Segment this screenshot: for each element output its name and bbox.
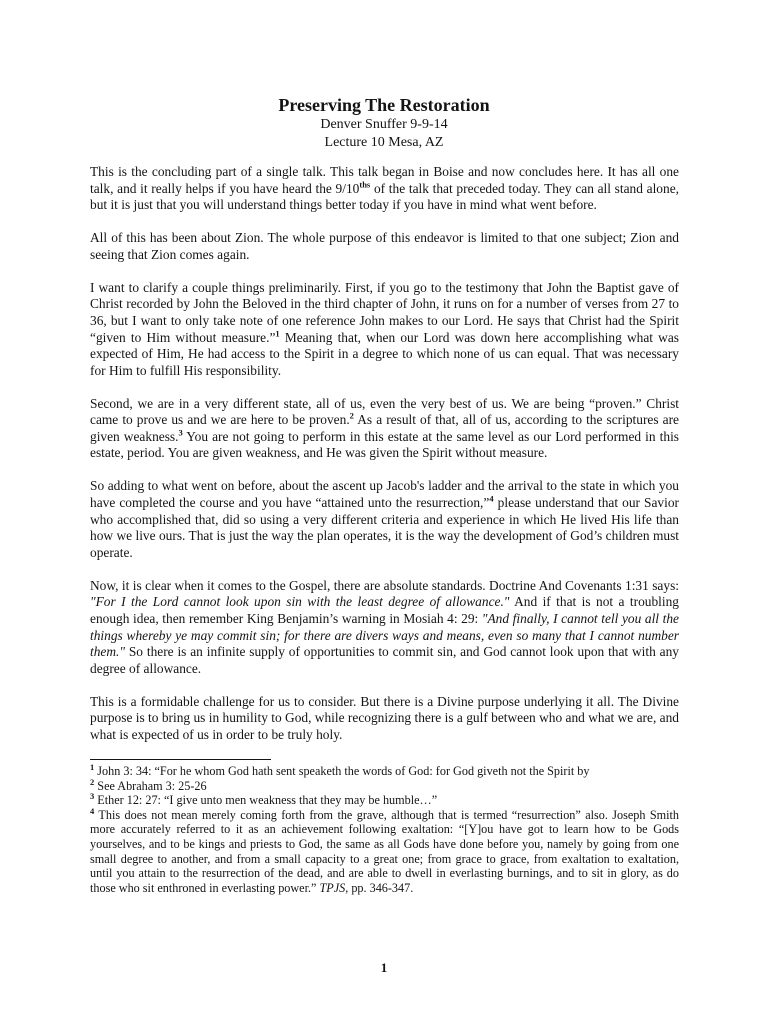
scripture-quote: "And finally, I cannot tell you all the things whereby ye may commit sin; for there are divers ways and means, even so many that I cannot number them." bbox=[90, 611, 679, 660]
author-date-line: Denver Snuffer 9-9-14 bbox=[320, 117, 448, 132]
document-header bbox=[0, 94, 768, 152]
paragraph-text: Now, it is clear when it comes to the Gospel, there are absolute standards. Doctrine And Covenants 1:31 says: bbox=[90, 577, 679, 593]
footnote-ref-1[interactable]: 1 bbox=[275, 328, 280, 339]
footnote-2 bbox=[90, 776, 679, 794]
paragraph-7 bbox=[90, 694, 679, 744]
footnote-ref-4[interactable]: 4 bbox=[489, 493, 494, 504]
paragraph-text: of the talk that preceded today. They can all stand alone, but it is just that you will understand things better today if you have in mind what went before. bbox=[90, 180, 679, 213]
citation-italic: TPJS bbox=[319, 880, 346, 895]
paragraph-text: So adding to what went on before, about the ascent up Jacob's ladder and the arrival to the state in which you have completed the course and you have “attained unto the resurrection,” bbox=[90, 478, 679, 511]
footnote-number: 1 bbox=[90, 764, 95, 772]
paragraph-text: This is the concluding part of a single talk. This talk began in Boise and now concludes here. It has all one talk, and it really helps if you have heard the 9/10 bbox=[90, 164, 679, 196]
scripture-quote: "For I the Lord cannot look upon sin with the least degree of allowance." bbox=[90, 594, 510, 610]
paragraph-text: As a result of that, all of us, according to the scriptures are given weakness. bbox=[90, 412, 679, 444]
paragraph-text: This is a formidable challenge for us to consider. But there is a Divine purpose underlying it all. The Divine purpose is to bring us in humility to God, while recognizing there is a gulf between who and what we are, and what is expected of us in order to be truly holy. bbox=[90, 693, 679, 742]
footnotes bbox=[90, 764, 679, 895]
footnote-ref-3[interactable]: 3 bbox=[178, 427, 183, 438]
page-number: 1 bbox=[380, 960, 388, 975]
lecture-location-line: Lecture 10 Mesa, AZ bbox=[324, 135, 444, 150]
footnote-3 bbox=[90, 793, 679, 808]
paragraph-text: So there is an infinite supply of opportunities to commit sin, and God cannot look upon that with any degree of allowance. bbox=[90, 644, 679, 676]
document-title: Preserving The Restoration bbox=[278, 95, 490, 115]
paragraph-6 bbox=[90, 578, 679, 678]
paragraph-2 bbox=[90, 230, 679, 263]
paragraph-3 bbox=[90, 280, 679, 380]
footnote-1 bbox=[90, 764, 679, 779]
document-body bbox=[90, 164, 679, 760]
footnote-text: See Abraham 3: 25-26 bbox=[94, 778, 207, 793]
paragraph-4 bbox=[90, 396, 679, 462]
paragraph-text: Second, we are in a very different state, all of us, even the very best of us. We are being “proven.” Christ came to prove us and we are here to be proven. bbox=[90, 395, 679, 428]
footnote-ref-2[interactable]: 2 bbox=[349, 410, 354, 421]
footnote-number: 3 bbox=[90, 791, 95, 802]
footnote-text: This does not mean merely coming forth from the grave, although that is termed “resurrection” also. Joseph Smith more accurately referred to it as an achievement following exaltation: “[Y]ou have got to learn how to be Gods yourselves, and to be kings and priests to God, the same as all Gods have done before you, namely by going from one small degree to another, and from a small capacity to a great one; from grace to grace, from exaltation to exaltation, until you attain to the resurrection of the dead, and are able to dwell in everlasting burnings, and to sit in glory, as do those who sit enthroned in everlasting power.” bbox=[90, 807, 679, 895]
paragraph-1 bbox=[90, 164, 679, 214]
paragraph-text: You are not going to perform in this estate at the same level as our Lord performed in this estate, period. You are given weakness, and He was given the Spirit without measure. bbox=[90, 428, 679, 461]
footnote-number: 4 bbox=[90, 805, 95, 816]
footnote-text: , pp. 346-347. bbox=[345, 880, 414, 895]
footnote-divider bbox=[90, 759, 271, 760]
paragraph-text: please understand that our Savior who accomplished that, did so using a very different criteria and experience in which He lived His life than how we live ours. That is just the way the plan operates, it is the way the development of God’s children must operate. bbox=[90, 495, 679, 560]
paragraph-text: I want to clarify a couple things preliminarily. First, if you go to the testimony that John the Baptist gave of Christ recorded by John the Beloved in the third chapter of John, it runs on for a number of verses from 27 to 36, but I want to only take note of one reference John makes to our Lord. He says that Christ had the Spirit “given to Him without measure.” bbox=[90, 279, 679, 345]
paragraph-text: And if that is not a troubling enough idea, then remember King Benjamin’s warning in Mosiah 4: 29: bbox=[90, 594, 679, 627]
footnote-4 bbox=[90, 805, 679, 896]
footnote-text: John 3: 34: “For he whom God hath sent speaketh the words of God: for God giveth not the Spirit by bbox=[94, 764, 590, 778]
superscript: ths bbox=[359, 179, 371, 190]
footnote-number: 2 bbox=[90, 776, 95, 787]
paragraph-text: Meaning that, when our Lord was down here accomplishing what was expected of Him, He had access to the Spirit in a degree to which none of us can equal. That was necessary for Him to fulfill His responsibility. bbox=[90, 329, 679, 378]
paragraph-5 bbox=[90, 478, 679, 561]
footnote-text: Ether 12: 27: “I give unto men weakness that they may be humble…” bbox=[94, 793, 438, 808]
paragraph-text: All of this has been about Zion. The whole purpose of this endeavor is limited to that one subject; Zion and seeing that Zion comes again. bbox=[90, 230, 679, 262]
